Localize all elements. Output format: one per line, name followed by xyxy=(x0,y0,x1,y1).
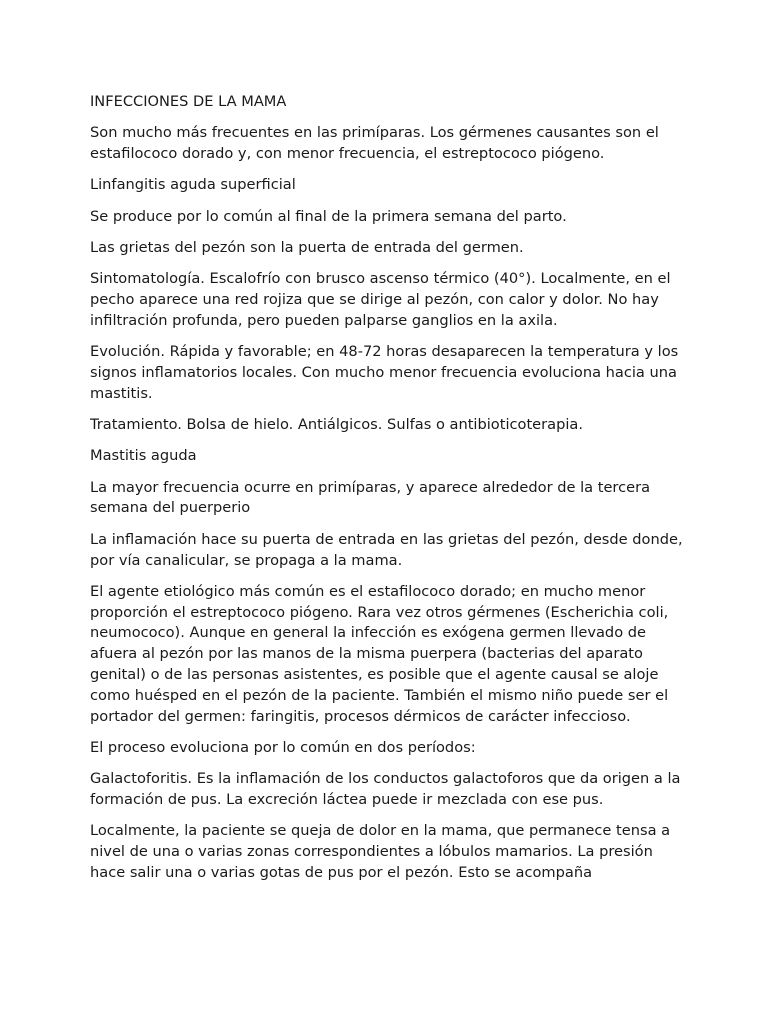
paragraph-localmente: Localmente, la paciente se queja de dolor en la mama, que permanece tensa a nivel de una o varias zonas correspondientes a lóbulos mamarios. La presión hace salir una o varias gotas de pus por el pezón. Esto se acompaña xyxy=(90,822,671,881)
section-heading-linfangitis: Linfangitis aguda superficial xyxy=(90,176,296,194)
paragraph-sintomatologia: Sintomatología. Escalofrío con brusco ascenso térmico (40°). Localmente, en el pecho aparece una red rojiza que se dirige al pezón, con calor y dolor. No hay infiltración profunda, pero pueden palparse ganglios en la axila. xyxy=(90,270,671,329)
paragraph-mastitis-entry: La inflamación hace su puerta de entrada en las grietas del pezón, desde donde, por vía canalicular, se propaga a la mama. xyxy=(90,530,683,569)
paragraph-linfangitis-entry: Las grietas del pezón son la puerta de entrada del germen. xyxy=(90,238,524,256)
paragraph-tratamiento: Tratamiento. Bolsa de hielo. Antiálgicos. Sulfas o antibioticoterapia. xyxy=(90,416,584,434)
paragraph-mastitis-frequency: La mayor frecuencia ocurre en primíparas, y aparece alrededor de la tercera semana del puerperio xyxy=(90,478,651,517)
paragraph-agente-etiologico: El agente etiológico más común es el estafilococo dorado; en mucho menor proporción el estreptococo piógeno. Rara vez otros gérmenes (Escherichia coli, neumococo). Aunque en general la infección es exógena germen llevado de afuera al pezón por las manos de la misma puerpera (bacterias del aparato genital) o de las personas asistentes, es posible que el agente causal se aloje como huésped en el pezón de la paciente. También el mismo niño puede ser el portador del germen: faringitis, procesos dérmicos de carácter infeccioso. xyxy=(90,582,669,725)
document-title: INFECCIONES DE LA MAMA xyxy=(90,93,287,110)
paragraph-evolucion: Evolución. Rápida y favorable; en 48-72 horas desaparecen la temperatura y los signos inflamatorios locales. Con mucho menor frecuencia evoluciona hacia una mastitis. xyxy=(90,343,679,402)
paragraph-linfangitis-onset: Se produce por lo común al final de la primera semana del parto. xyxy=(90,207,567,225)
paragraph-intro: Son mucho más frecuentes en las primíparas. Los gérmenes causantes son el estafilococo dorado y, con menor frecuencia, el estreptococo piógeno. xyxy=(90,124,659,163)
section-heading-mastitis: Mastitis aguda xyxy=(90,447,197,465)
paragraph-proceso: El proceso evoluciona por lo común en dos períodos: xyxy=(90,738,476,756)
paragraph-galactoforitis: Galactoforitis. Es la inflamación de los conductos galactoforos que da origen a la formación de pus. La excreción láctea puede ir mezclada con ese pus. xyxy=(90,770,681,809)
document-body xyxy=(90,92,690,894)
